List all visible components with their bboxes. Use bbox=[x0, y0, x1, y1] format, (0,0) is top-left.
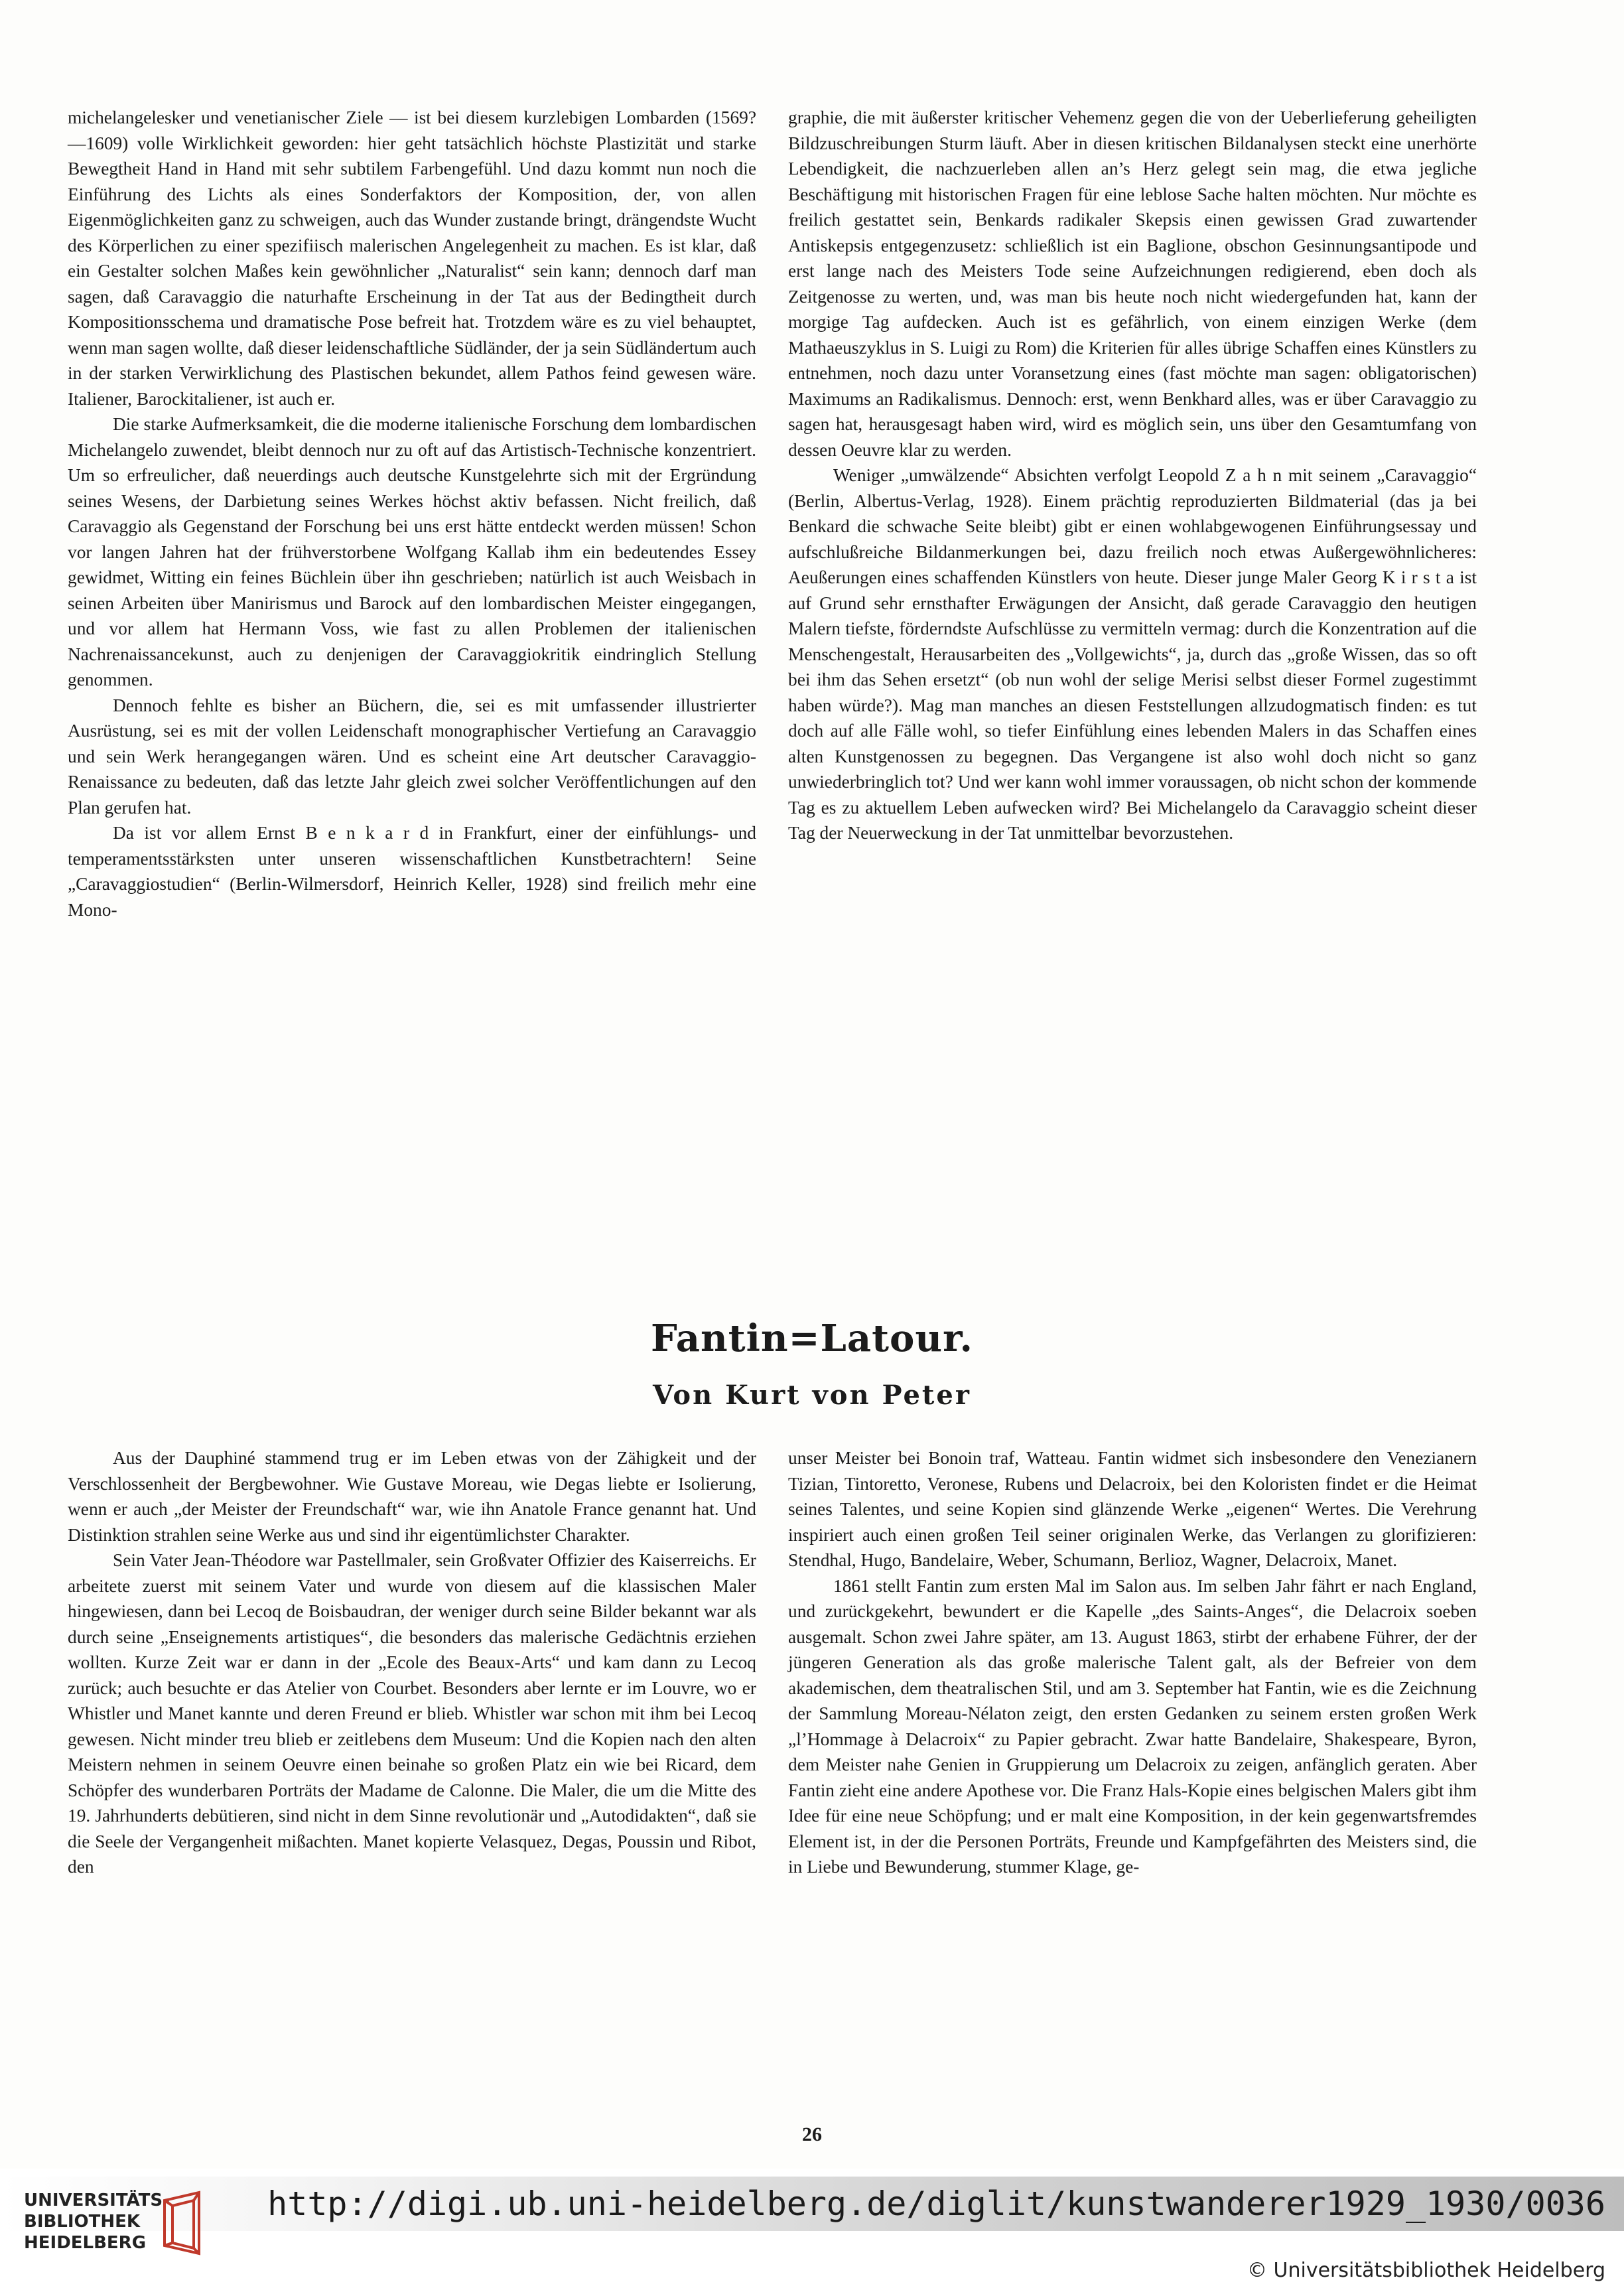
library-name-line: HEIDELBERG bbox=[24, 2233, 147, 2253]
paragraph: unser Meister bei Bonoin traf, Watteau. Fantin widmet sich insbesondere den Venezianern Tizian, Tintoretto, Veronese, Rubens und Delacroix, bei den Koloristen findet er die Heimat seines Talentes, und seine Kopien sind glänzende Werke „eigenen“ Wertes. Die Verehrung inspiriert auch einen großen Teil seiner originalen Werke, das Verlangen zu glorifizieren: Stendhal, Hugo, Bandelaire, Weber, Schumann, Berlioz, Wagner, Delacroix, Manet. bbox=[788, 1448, 1477, 1570]
page-number: 26 bbox=[802, 2123, 822, 2145]
paragraph: michelangelesker und venetianischer Ziele — ist bei diesem kurzlebigen Lombarden (1569?—1609) volle Wirklichkeit geworden: hier geht tatsächlich höchste Plastizität und starke Bewegtheit Hand in Hand mit sehr subtilem Farbengefühl. Und dazu kommt nun noch die Einführung des Lichts als eines Sonderfaktors der Komposition, der, von allen Eigenmöglichkeiten ganz zu schweigen, auch das Wunder zustande bringt, drängendste Wucht des Körperlichen zu einer spezifiisch malerischen Angelegenheit zu machen. Es ist klar, daß ein Gestalter solchen Maßes kein gewöhnlicher „Naturalist“ sein kann; dennoch darf man sagen, daß Caravaggio die naturhafte Erscheinung in der Tat aus der Bedingtheit durch Kompositionsschema und dramatische Pose befreit hat. Trotzdem wäre es zu viel behauptet, wenn man sagen wollte, daß dieser leidenschaftliche Südländer, der ja sein Südländertum auch in der starken Verwirklichung des Plastischen bekundet, allem Pathos feind gewesen wäre. Italiener, Barockitaliener, ist auch er. bbox=[68, 108, 756, 409]
paragraph: Dennoch fehlte es bisher an Büchern, die, sei es mit umfassender illustrierter Ausrüstung, sei es mit der vollen Leidenschaft monographischer Vertiefung an Caravaggio und sein Werk herangegangen wären. Und es scheint eine Art deutscher Caravaggio-Renaissance zu bedeuten, daß das letzte Jahr gleich zwei solcher Veröffentlichungen auf den Plan gerufen hat. bbox=[68, 695, 756, 818]
paragraph: Sein Vater Jean-Théodore war Pastellmaler, sein Großvater Offizier des Kaiserreichs. Er arbeitete zuerst mit seinem Vater und wurde von diesem auf die klassischen Maler hingewiesen, dann bei Lecoq de Boisbaudran, der weniger durch seine Bilder bekannt war als durch seine „Enseignements artistiques“, die besonders das malerische Gedächtnis erziehen wollten. Kurze Zeit war er dann in der „Ecole des Beaux-Arts“ und kam dann zu Lecoq zurück; auch besuchte er das Atelier von Courbet. Besonders aber lernte er im Louvre, wo er Whistler und Manet kannte und deren Freund er blieb. Whistler war schon mit ihm bei Lecoq gewesen. Nicht minder treu blieb er zeitlebens dem Museum: Und die Kopien nach den alten Meistern nehmen in seinem Oeuvre einen beinahe so großen Platz ein wie bei Ricard, dem Schöpfer des wunderbaren Porträts der Madame de Calonne. Die Maler, die um die Mitte des 19. Jahrhunderts debütieren, sind nicht in dem Sinne revolutionär und „Autodidakten“, daß sie die Seele der Vergangenheit mißachten. Manet kopierte Velasquez, Degas, Poussin und Ribot, den bbox=[68, 1550, 756, 1877]
paragraph: Weniger „umwälzende“ Absichten verfolgt Leopold Z a h n mit seinem „Caravaggio“ (Berlin, Albertus-Verlag, 1928). Einem prächtig reproduzierten Bildmaterial (das ja bei Benkard die schwache Seite bleibt) gibt er einen wohlabgewogenen Einführungsessay und aufschlußreiche Bildanmerkungen bei, dazu freilich noch etwas Außergewöhnlicheres: Aeußerungen eines schaffenden Künstlers von heute. Dieser junge Maler Georg K i r s t a ist auf Grund sehr ernsthafter Erwägungen der Ansicht, daß gerade Caravaggio den heutigen Malern tiefste, förderndste Aufschlüsse zu vermitteln vermag: durch die Konzentration auf die Menschengestalt, Herausarbeiten des „Vollgewichts“, ja, durch das „große Wissen, das so oft bei ihm das Sehen ersetzt“ (ob nun wohl der selige Merisi selbst dieser Formel zugestimmt haben würde?). Mag man manches an diesen Feststellungen allzudogmatisch finden: es tut doch auf alle Fälle wohl, so tiefer Einfühlung eines lebenden Malers in das Schaffen eines alten Kunstgenossen zu begegnen. Das Vergangene ist also wohl doch nicht so ganz unwiederbringlich tot? Und wer kann wohl immer voraussagen, ob nicht schon der kommende Tag es zu aktuellem Leben aufwecken wird? Bei Michelangelo da Caravaggio scheint dieser Tag der Neuerweckung in der Tat unmittelbar bevorzustehen. bbox=[788, 465, 1477, 843]
article-byline: Von Kurt von Peter bbox=[653, 1380, 971, 1411]
permalink-url[interactable]: http://digi.ub.uni-heidelberg.de/diglit/kunstwanderer1929_1930/0036 bbox=[267, 2185, 1605, 2223]
article-title: Fantin=Latour. bbox=[651, 1317, 973, 1360]
column-top-right bbox=[788, 105, 1477, 846]
paragraph: Die starke Aufmerksamkeit, die die moderne italienische Forschung dem lombardischen Michelangelo zuwendet, bleibt dennoch nur zu oft auf das Artistisch-Technische konzentriert. Um so erfreulicher, daß neuerdings auch deutsche Kunstgelehrte sich mit der Ergründung seines Wesens, der Darbietung seines Werkes höchst aktiv befassen. Nicht freilich, daß Caravaggio als Gegenstand der Forschung bei uns erst hätte entdeckt werden müssen! Schon vor langen Jahren hat der frühverstorbene Wolfgang Kallab ihm ein bedeutendes Essey gewidmet, Witting ein feines Büchlein über ihn geschrieben; natürlich ist auch Weisbach in seinen Arbeiten über Manirismus und Barock auf den lombardischen Meister eingegangen, und vor allem hat Hermann Voss, wie fast zu allen Problemen der italienischen Nachrenaissancekunst, auch zu denjenigen der Caravaggiokritik eindringlich Stellung genommen. bbox=[68, 414, 756, 689]
library-logo-icon bbox=[159, 2187, 206, 2260]
paragraph: Aus der Dauphiné stammend trug er im Leben etwas von der Zähigkeit und der Verschlossenheit der Bergbewohner. Wie Gustave Moreau, wie Degas liebte er Isolierung, wenn er auch „der Meister der Freundschaft“ war, wie ihn Anatole France genannt hat. Und Distinktion strahlen seine Werke aus und sind ihr eigentümlichster Charakter. bbox=[68, 1448, 756, 1545]
library-name bbox=[24, 2190, 170, 2254]
paragraph: Da ist vor allem Ernst B e n k a r d in Frankfurt, einer der einfühlungs- und temperamentsstärksten unter unseren wissenschaftlichen Kunstbetrachtern! Seine „Caravaggiostudien“ (Berlin-Wilmersdorf, Heinrich Keller, 1928) sind freilich mehr eine Mono- bbox=[68, 823, 756, 920]
column-top-left bbox=[68, 105, 756, 922]
library-name-line: BIBLIOTHEK bbox=[24, 2212, 141, 2232]
paragraph: 1861 stellt Fantin zum ersten Mal im Salon aus. Im selben Jahr fährt er nach England, und zurückgekehrt, bewundert er die Kapelle „des Saints-Anges“, die Delacroix soeben ausgemalt. Schon zwei Jahre später, am 13. August 1863, stirbt der erhabene Führer, der der jüngeren Generation als das große malerische Talent galt, als der Befreier von dem akademischen, dem theatralischen Stil, und am 3. September hat Fantin, wie es die Zeichnung der Sammlung Moreau-Nélaton zeigt, den ersten Gedanken zu seinem ersten großen Werk „l’Hommage à Delacroix“ zu Papier gebracht. Zwar hatte Bandelaire, Shakespeare, Byron, dem Meister nahe Genien in Gruppierung um Delacroix zu zeigen, anfänglich geraten. Aber Fantin zieht eine andere Apothese vor. Die Franz Hals-Kopie eines belgischen Malers gibt ihm Idee für eine neue Schöpfung; und er malt eine Komposition, in der kein gegenwartsfremdes Element ist, in der die Personen Porträts, Freunde und Kampfgefährten des Meisters sind, die in Liebe und Bewunderung, stummer Klage, ge- bbox=[788, 1575, 1477, 1877]
library-name-line: UNIVERSITÄTS- bbox=[24, 2190, 170, 2210]
copyright-notice: © Universitätsbibliothek Heidelberg bbox=[1247, 2259, 1605, 2282]
column-bottom-right bbox=[788, 1445, 1477, 1880]
column-bottom-left bbox=[68, 1445, 756, 1880]
paragraph: graphie, die mit äußerster kritischer Vehemenz gegen die von der Ueberlieferung geheiligten Bildzuschreibungen Sturm läuft. Aber in diesen kritischen Bildanalysen steckt eine unerhörte Lebendigkeit, die nachzuerleben allen an’s Herz gelegt sein mag, die etwa jegliche Beschäftigung mit historischen Fragen für eine leblose Sache halten möchten. Nur möchte es freilich gestattet sein, Benkards radikaler Skepsis einen gewissen Grad zuwartender Antiskepsis entgegenzusetz: schließlich ist ein Baglione, obschon Gesinnungsantipode und erst lange nach des Meisters Tode seine Aufzeichnungen redigierend, eben doch als Zeitgenosse zu werten, und, was man bis heute noch nicht wiedergefunden hat, kann der morgige Tag aufdecken. Auch ist es gefährlich, von einem einzigen Werke (dem Mathaeuszyklus in S. Luigi zu Rom) die Kriterien für alles übrige Schaffen eines Künstlers zu entnehmen, noch dazu unter Voransetzung eines (fast möchte man sagen: obligatorischen) Maximums an Radikalismus. Dennoch: erst, wenn Benkhard alles, was er über Caravaggio zu sagen hat, herausgesagt haben wird, wird es möglich sein, uns über den Gesamtumfang von dessen Oeuvre klar zu werden. bbox=[788, 108, 1477, 460]
